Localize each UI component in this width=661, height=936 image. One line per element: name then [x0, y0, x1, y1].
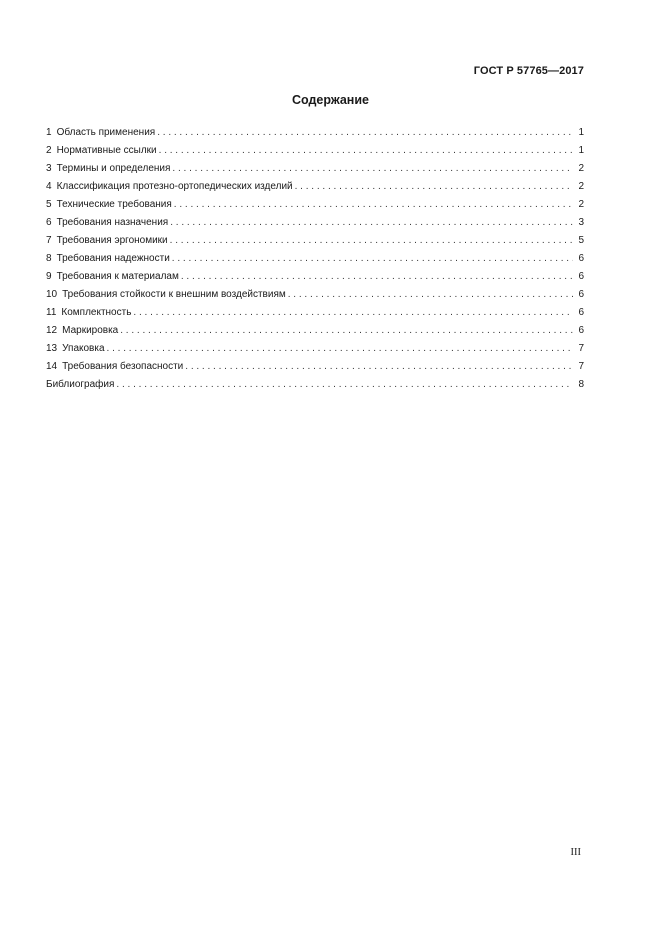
table-of-contents: [46, 124, 584, 394]
toc-entry-bibliography[interactable]: [46, 376, 584, 394]
toc-entry[interactable]: [46, 340, 584, 358]
toc-entry-page: 1: [578, 145, 584, 156]
toc-dot-leader: [185, 358, 573, 376]
toc-dot-leader: [181, 268, 573, 286]
toc-entry-page: 2: [578, 181, 584, 192]
toc-entry[interactable]: [46, 124, 584, 142]
toc-entry[interactable]: [46, 358, 584, 376]
toc-entry-number: 12: [46, 325, 58, 336]
toc-entry-number: 5: [46, 199, 52, 210]
toc-entry-page: 7: [578, 361, 584, 372]
toc-entry-label: Термины и определения: [56, 163, 171, 174]
toc-dot-leader: [133, 304, 573, 322]
toc-dot-leader: [172, 250, 573, 268]
toc-entry-page: 5: [578, 235, 584, 246]
toc-entry-page: 2: [578, 163, 584, 174]
toc-entry-label: Требования безопасности: [62, 361, 184, 372]
toc-entry-page: 2: [578, 199, 584, 210]
toc-entry-page: 6: [578, 253, 584, 264]
toc-entry[interactable]: [46, 250, 584, 268]
toc-entry-number: 13: [46, 343, 58, 354]
toc-entry-page: 6: [578, 325, 584, 336]
toc-entry-label: Классификация протезно-ортопедических изделий: [56, 181, 293, 192]
toc-entry-label: Нормативные ссылки: [56, 145, 157, 156]
toc-dot-leader: [170, 214, 573, 232]
toc-entry[interactable]: [46, 268, 584, 286]
toc-entry-page: 3: [578, 217, 584, 228]
toc-entry-number: 14: [46, 361, 58, 372]
toc-entry[interactable]: [46, 142, 584, 160]
toc-entry-number: 4: [46, 181, 52, 192]
toc-dot-leader: [174, 196, 573, 214]
toc-entry-label: Упаковка: [62, 343, 105, 354]
toc-entry[interactable]: [46, 196, 584, 214]
toc-entry-label: Требования назначения: [56, 217, 169, 228]
toc-entry[interactable]: [46, 214, 584, 232]
toc-title: Содержание: [291, 93, 369, 107]
toc-entry-page: 6: [578, 307, 584, 318]
toc-dot-leader: [120, 322, 573, 340]
toc-dot-leader: [116, 376, 573, 394]
toc-dot-leader: [157, 124, 573, 142]
toc-entry[interactable]: [46, 232, 584, 250]
toc-entry-label: Комплектность: [61, 307, 132, 318]
toc-entry-number: 2: [46, 145, 52, 156]
toc-entry-label: Маркировка: [62, 325, 119, 336]
toc-entry-page: 8: [578, 379, 584, 390]
toc-dot-leader: [107, 340, 573, 358]
toc-entry[interactable]: [46, 160, 584, 178]
toc-entry-label: Технические требования: [56, 199, 172, 210]
toc-entry[interactable]: [46, 286, 584, 304]
toc-entry[interactable]: [46, 304, 584, 322]
toc-entry-number: 8: [46, 253, 52, 264]
toc-entry-page: 6: [578, 289, 584, 300]
toc-entry-page: 6: [578, 271, 584, 282]
toc-dot-leader: [172, 160, 573, 178]
toc-dot-leader: [159, 142, 573, 160]
toc-dot-leader: [170, 232, 573, 250]
toc-entry-number: 9: [46, 271, 52, 282]
toc-entry-number: 10: [46, 289, 58, 300]
document-code: ГОСТ Р 57765—2017: [473, 65, 584, 77]
toc-entry-number: 7: [46, 235, 52, 246]
toc-entry-number: 3: [46, 163, 52, 174]
toc-entry-number: 1: [46, 127, 52, 138]
toc-dot-leader: [295, 178, 573, 196]
toc-entry[interactable]: [46, 322, 584, 340]
page-number: III: [570, 847, 581, 858]
toc-entry-page: 7: [578, 343, 584, 354]
toc-entry-label: Область применения: [56, 127, 156, 138]
toc-entry-page: 1: [578, 127, 584, 138]
toc-entry-label: Требования надежности: [56, 253, 170, 264]
toc-entry-number: 6: [46, 217, 52, 228]
toc-dot-leader: [288, 286, 573, 304]
toc-entry-number: 11: [46, 307, 57, 318]
toc-entry-label: Требования стойкости к внешним воздействиям: [62, 289, 286, 300]
toc-entry-label: Библиография: [46, 379, 115, 390]
toc-entry-label: Требования к материалам: [56, 271, 179, 282]
toc-entry[interactable]: [46, 178, 584, 196]
toc-entry-label: Требования эргономики: [56, 235, 168, 246]
